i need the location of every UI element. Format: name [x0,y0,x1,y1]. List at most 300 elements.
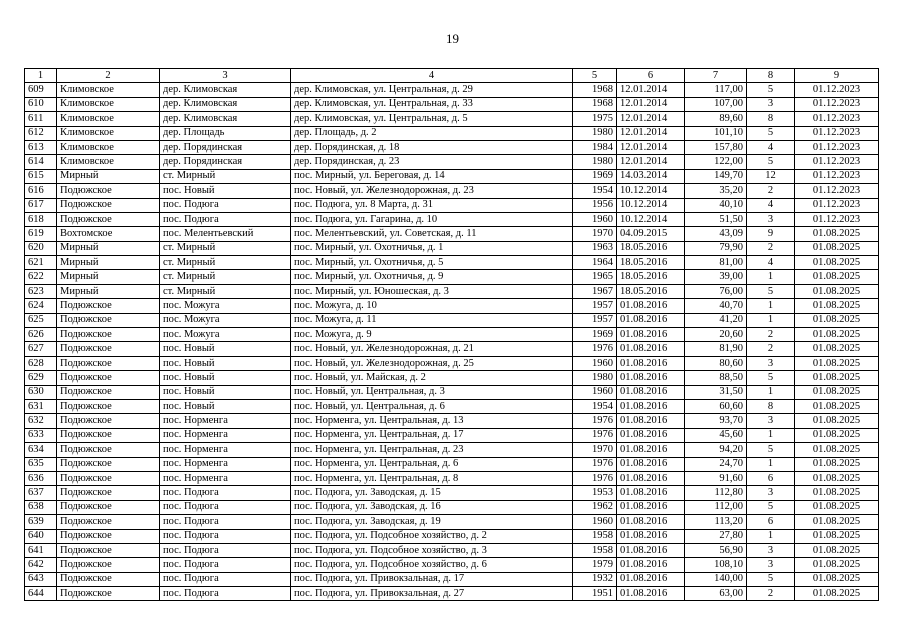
settlement-cell: Мирный [57,284,160,298]
residents-cell: 1 [747,385,795,399]
area-cell: 108,10 [685,558,747,572]
locality-cell: дер. Порядинская [160,140,291,154]
year-built-cell: 1957 [573,313,617,327]
locality-cell: пос. Подюга [160,500,291,514]
area-cell: 81,90 [685,342,747,356]
deadline-cell: 01.12.2023 [795,198,879,212]
table-row [25,227,879,241]
locality-cell: ст. Мирный [160,256,291,270]
address-cell: пос. Подюга, ул. Заводская, д. 16 [291,500,573,514]
address-cell: пос. Можуга, д. 11 [291,313,573,327]
row-number-cell: 627 [25,342,57,356]
area-cell: 63,00 [685,587,747,601]
residents-cell: 8 [747,399,795,413]
area-cell: 27,80 [685,529,747,543]
residents-cell: 1 [747,428,795,442]
settlement-cell: Подюжское [57,184,160,198]
address-cell: дер. Порядинская, д. 18 [291,140,573,154]
address-cell: пос. Норменга, ул. Центральная, д. 17 [291,428,573,442]
year-built-cell: 1960 [573,385,617,399]
settlement-cell: Климовское [57,155,160,169]
row-number-cell: 622 [25,270,57,284]
settlement-cell: Подюжское [57,558,160,572]
date-cell: 01.08.2016 [617,572,685,586]
area-cell: 20,60 [685,328,747,342]
settlement-cell: Подюжское [57,486,160,500]
settlement-cell: Подюжское [57,399,160,413]
residents-cell: 5 [747,443,795,457]
locality-cell: дер. Площадь [160,126,291,140]
row-number-cell: 633 [25,428,57,442]
table-row [25,543,879,557]
locality-cell: пос. Новый [160,399,291,413]
date-cell: 01.08.2016 [617,529,685,543]
settlement-cell: Климовское [57,126,160,140]
deadline-cell: 01.08.2025 [795,284,879,298]
deadline-cell: 01.12.2023 [795,140,879,154]
row-number-cell: 619 [25,227,57,241]
date-cell: 01.08.2016 [617,313,685,327]
area-cell: 89,60 [685,112,747,126]
deadline-cell: 01.08.2025 [795,543,879,557]
deadline-cell: 01.08.2025 [795,313,879,327]
settlement-cell: Подюжское [57,198,160,212]
settlement-cell: Подюжское [57,587,160,601]
area-cell: 88,50 [685,371,747,385]
table-row [25,169,879,183]
row-number-cell: 629 [25,371,57,385]
row-number-cell: 639 [25,515,57,529]
table-row [25,428,879,442]
table-row [25,385,879,399]
row-number-cell: 610 [25,97,57,111]
address-cell: пос. Норменга, ул. Центральная, д. 23 [291,443,573,457]
deadline-cell: 01.08.2025 [795,587,879,601]
deadline-cell: 01.08.2025 [795,399,879,413]
row-number-cell: 634 [25,443,57,457]
row-number-cell: 640 [25,529,57,543]
row-number-cell: 616 [25,184,57,198]
row-number-cell: 615 [25,169,57,183]
address-cell: дер. Порядинская, д. 23 [291,155,573,169]
settlement-cell: Подюжское [57,572,160,586]
residents-cell: 1 [747,313,795,327]
row-number-cell: 632 [25,414,57,428]
settlement-cell: Климовское [57,112,160,126]
area-cell: 140,00 [685,572,747,586]
year-built-cell: 1976 [573,457,617,471]
locality-cell: пос. Новый [160,385,291,399]
locality-cell: пос. Подюга [160,587,291,601]
residents-cell: 5 [747,155,795,169]
row-number-cell: 625 [25,313,57,327]
residents-cell: 12 [747,169,795,183]
area-cell: 40,10 [685,198,747,212]
table-row [25,83,879,97]
date-cell: 01.08.2016 [617,356,685,370]
table-row [25,443,879,457]
deadline-cell: 01.08.2025 [795,227,879,241]
settlement-cell: Подюжское [57,529,160,543]
year-built-cell: 1964 [573,256,617,270]
column-number-cell: 6 [617,69,685,83]
locality-cell: дер. Климовская [160,97,291,111]
locality-cell: дер. Климовская [160,112,291,126]
table-row [25,212,879,226]
area-cell: 41,20 [685,313,747,327]
area-cell: 112,00 [685,500,747,514]
deadline-cell: 01.08.2025 [795,457,879,471]
deadline-cell: 01.08.2025 [795,500,879,514]
area-cell: 76,00 [685,284,747,298]
locality-cell: ст. Мирный [160,270,291,284]
address-cell: пос. Подюга, ул. Подсобное хозяйство, д. 3 [291,543,573,557]
deadline-cell: 01.08.2025 [795,486,879,500]
date-cell: 01.08.2016 [617,587,685,601]
deadline-cell: 01.08.2025 [795,414,879,428]
residents-cell: 3 [747,212,795,226]
locality-cell: пос. Подюга [160,486,291,500]
table-row [25,399,879,413]
locality-cell: пос. Можуга [160,328,291,342]
deadline-cell: 01.08.2025 [795,256,879,270]
residents-cell: 4 [747,140,795,154]
table-row [25,572,879,586]
locality-cell: пос. Подюга [160,558,291,572]
locality-cell: пос. Норменга [160,414,291,428]
address-cell: пос. Норменга, ул. Центральная, д. 6 [291,457,573,471]
residents-cell: 2 [747,587,795,601]
locality-cell: пос. Можуга [160,313,291,327]
area-cell: 56,90 [685,543,747,557]
locality-cell: пос. Норменга [160,443,291,457]
year-built-cell: 1932 [573,572,617,586]
area-cell: 157,80 [685,140,747,154]
table-row [25,471,879,485]
year-built-cell: 1968 [573,83,617,97]
table-row [25,515,879,529]
deadline-cell: 01.08.2025 [795,471,879,485]
date-cell: 01.08.2016 [617,342,685,356]
year-built-cell: 1951 [573,587,617,601]
settlement-cell: Подюжское [57,385,160,399]
row-number-cell: 611 [25,112,57,126]
area-cell: 35,20 [685,184,747,198]
locality-cell: пос. Новый [160,342,291,356]
residents-cell: 4 [747,256,795,270]
address-cell: пос. Новый, ул. Центральная, д. 3 [291,385,573,399]
year-built-cell: 1957 [573,299,617,313]
date-cell: 12.01.2014 [617,97,685,111]
row-number-cell: 635 [25,457,57,471]
table-row [25,270,879,284]
address-cell: пос. Можуга, д. 10 [291,299,573,313]
address-cell: пос. Мирный, ул. Береговая, д. 14 [291,169,573,183]
date-cell: 12.01.2014 [617,126,685,140]
year-built-cell: 1967 [573,284,617,298]
settlement-cell: Подюжское [57,414,160,428]
year-built-cell: 1970 [573,443,617,457]
year-built-cell: 1954 [573,399,617,413]
locality-cell: пос. Подюга [160,543,291,557]
deadline-cell: 01.08.2025 [795,515,879,529]
deadline-cell: 01.08.2025 [795,428,879,442]
area-cell: 45,60 [685,428,747,442]
table-row [25,155,879,169]
date-cell: 18.05.2016 [617,284,685,298]
row-number-cell: 642 [25,558,57,572]
table-row [25,198,879,212]
table-row [25,500,879,514]
area-cell: 39,00 [685,270,747,284]
year-built-cell: 1953 [573,486,617,500]
date-cell: 12.01.2014 [617,112,685,126]
residents-cell: 4 [747,198,795,212]
year-built-cell: 1963 [573,241,617,255]
date-cell: 01.08.2016 [617,515,685,529]
settlement-cell: Климовское [57,140,160,154]
residents-cell: 3 [747,97,795,111]
area-cell: 94,20 [685,443,747,457]
settlement-cell: Климовское [57,97,160,111]
residents-cell: 1 [747,270,795,284]
row-number-cell: 613 [25,140,57,154]
deadline-cell: 01.12.2023 [795,155,879,169]
residents-cell: 2 [747,328,795,342]
settlement-cell: Мирный [57,270,160,284]
address-cell: пос. Мелентьевский, ул. Советская, д. 11 [291,227,573,241]
date-cell: 12.01.2014 [617,155,685,169]
year-built-cell: 1969 [573,169,617,183]
settlement-cell: Подюжское [57,212,160,226]
address-cell: пос. Мирный, ул. Охотничья, д. 1 [291,241,573,255]
year-built-cell: 1976 [573,471,617,485]
year-built-cell: 1962 [573,500,617,514]
settlement-cell: Подюжское [57,342,160,356]
settlement-cell: Подюжское [57,356,160,370]
settlement-cell: Подюжское [57,443,160,457]
settlement-cell: Мирный [57,169,160,183]
locality-cell: пос. Мелентьевский [160,227,291,241]
column-number-cell: 8 [747,69,795,83]
table-row [25,299,879,313]
year-built-cell: 1968 [573,97,617,111]
residents-cell: 1 [747,529,795,543]
year-built-cell: 1960 [573,356,617,370]
table-row [25,140,879,154]
deadline-cell: 01.08.2025 [795,342,879,356]
housing-registry-table [24,68,879,601]
year-built-cell: 1960 [573,515,617,529]
settlement-cell: Подюжское [57,457,160,471]
residents-cell: 5 [747,371,795,385]
column-number-cell: 4 [291,69,573,83]
deadline-cell: 01.08.2025 [795,385,879,399]
settlement-cell: Подюжское [57,515,160,529]
row-number-cell: 638 [25,500,57,514]
residents-cell: 9 [747,227,795,241]
address-cell: пос. Подюга, ул. Заводская, д. 15 [291,486,573,500]
date-cell: 01.08.2016 [617,457,685,471]
row-number-cell: 628 [25,356,57,370]
residents-cell: 3 [747,414,795,428]
year-built-cell: 1958 [573,529,617,543]
settlement-cell: Подюжское [57,428,160,442]
date-cell: 01.08.2016 [617,471,685,485]
address-cell: пос. Мирный, ул. Юношеская, д. 3 [291,284,573,298]
date-cell: 01.08.2016 [617,328,685,342]
row-number-cell: 630 [25,385,57,399]
locality-cell: ст. Мирный [160,169,291,183]
year-built-cell: 1958 [573,543,617,557]
row-number-cell: 617 [25,198,57,212]
date-cell: 10.12.2014 [617,212,685,226]
column-number-cell: 3 [160,69,291,83]
year-built-cell: 1960 [573,212,617,226]
row-number-cell: 626 [25,328,57,342]
table-row [25,558,879,572]
address-cell: пос. Новый, ул. Центральная, д. 6 [291,399,573,413]
residents-cell: 5 [747,126,795,140]
area-cell: 113,20 [685,515,747,529]
locality-cell: пос. Подюга [160,572,291,586]
residents-cell: 2 [747,184,795,198]
row-number-cell: 614 [25,155,57,169]
settlement-cell: Подюжское [57,471,160,485]
locality-cell: пос. Подюга [160,198,291,212]
date-cell: 10.12.2014 [617,184,685,198]
locality-cell: ст. Мирный [160,284,291,298]
row-number-cell: 643 [25,572,57,586]
table-row [25,371,879,385]
area-cell: 60,60 [685,399,747,413]
residents-cell: 5 [747,500,795,514]
date-cell: 01.08.2016 [617,414,685,428]
table-row [25,342,879,356]
residents-cell: 1 [747,457,795,471]
area-cell: 31,50 [685,385,747,399]
area-cell: 112,80 [685,486,747,500]
settlement-cell: Подюжское [57,543,160,557]
settlement-cell: Вохтомское [57,227,160,241]
area-cell: 24,70 [685,457,747,471]
area-cell: 91,60 [685,471,747,485]
year-built-cell: 1976 [573,428,617,442]
row-number-cell: 623 [25,284,57,298]
locality-cell: пос. Подюга [160,515,291,529]
residents-cell: 3 [747,558,795,572]
address-cell: пос. Подюга, ул. Подсобное хозяйство, д. 2 [291,529,573,543]
locality-cell: пос. Новый [160,184,291,198]
table-row [25,414,879,428]
date-cell: 01.08.2016 [617,500,685,514]
address-cell: пос. Новый, ул. Железнодорожная, д. 23 [291,184,573,198]
area-cell: 40,70 [685,299,747,313]
area-cell: 122,00 [685,155,747,169]
date-cell: 01.08.2016 [617,399,685,413]
residents-cell: 6 [747,515,795,529]
deadline-cell: 01.12.2023 [795,126,879,140]
address-cell: пос. Подюга, ул. Подсобное хозяйство, д. 6 [291,558,573,572]
deadline-cell: 01.12.2023 [795,212,879,226]
settlement-cell: Подюжское [57,313,160,327]
date-cell: 18.05.2016 [617,256,685,270]
column-number-cell: 1 [25,69,57,83]
address-cell: пос. Можуга, д. 9 [291,328,573,342]
table-row [25,529,879,543]
deadline-cell: 01.12.2023 [795,184,879,198]
table-row [25,241,879,255]
deadline-cell: 01.12.2023 [795,169,879,183]
area-cell: 79,90 [685,241,747,255]
deadline-cell: 01.12.2023 [795,83,879,97]
deadline-cell: 01.08.2025 [795,443,879,457]
settlement-cell: Подюжское [57,371,160,385]
address-cell: пос. Мирный, ул. Охотничья, д. 9 [291,270,573,284]
residents-cell: 6 [747,471,795,485]
table-row [25,328,879,342]
deadline-cell: 01.08.2025 [795,241,879,255]
table-row [25,356,879,370]
area-cell: 51,50 [685,212,747,226]
residents-cell: 5 [747,572,795,586]
address-cell: пос. Мирный, ул. Охотничья, д. 5 [291,256,573,270]
address-cell: дер. Площадь, д. 2 [291,126,573,140]
settlement-cell: Мирный [57,256,160,270]
page-number: 19 [446,31,459,46]
row-number-cell: 636 [25,471,57,485]
row-number-cell: 624 [25,299,57,313]
row-number-cell: 631 [25,399,57,413]
deadline-cell: 01.12.2023 [795,112,879,126]
locality-cell: пос. Новый [160,356,291,370]
address-cell: пос. Подюга, ул. 8 Марта, д. 31 [291,198,573,212]
column-number-cell: 7 [685,69,747,83]
year-built-cell: 1979 [573,558,617,572]
table-row [25,256,879,270]
year-built-cell: 1976 [573,414,617,428]
year-built-cell: 1956 [573,198,617,212]
table-row [25,587,879,601]
date-cell: 12.01.2014 [617,83,685,97]
table-row [25,284,879,298]
year-built-cell: 1984 [573,140,617,154]
address-cell: дер. Климовская, ул. Центральная, д. 33 [291,97,573,111]
locality-cell: дер. Климовская [160,83,291,97]
date-cell: 12.01.2014 [617,140,685,154]
row-number-cell: 637 [25,486,57,500]
year-built-cell: 1965 [573,270,617,284]
residents-cell: 5 [747,284,795,298]
deadline-cell: 01.08.2025 [795,371,879,385]
row-number-cell: 641 [25,543,57,557]
row-number-cell: 644 [25,587,57,601]
year-built-cell: 1980 [573,155,617,169]
locality-cell: пос. Норменга [160,428,291,442]
locality-cell: пос. Можуга [160,299,291,313]
row-number-cell: 620 [25,241,57,255]
year-built-cell: 1980 [573,126,617,140]
table-row [25,184,879,198]
deadline-cell: 01.08.2025 [795,356,879,370]
date-cell: 01.08.2016 [617,428,685,442]
address-cell: пос. Новый, ул. Железнодорожная, д. 25 [291,356,573,370]
date-cell: 01.08.2016 [617,385,685,399]
row-number-cell: 618 [25,212,57,226]
area-cell: 107,00 [685,97,747,111]
date-cell: 18.05.2016 [617,270,685,284]
date-cell: 04.09.2015 [617,227,685,241]
